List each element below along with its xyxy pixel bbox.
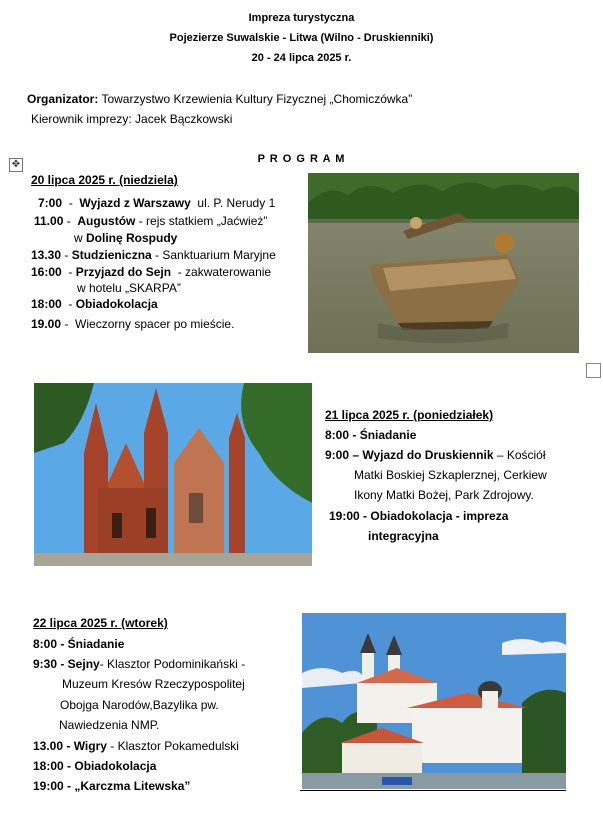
item-cont: w bbox=[74, 231, 86, 245]
day3-item-1: 8:00 - Śniadanie bbox=[33, 637, 125, 651]
day3-item-2-cont3: Nawiedzenia NMP. bbox=[59, 718, 160, 732]
event-type: Impreza turystyczna bbox=[248, 12, 355, 24]
photo-bottom-rule bbox=[300, 790, 566, 791]
vilnius-church-photo bbox=[34, 383, 312, 566]
item-sep: - bbox=[61, 317, 76, 331]
item-title: 9:00 – Wyjazd do Druskiennik bbox=[325, 448, 494, 462]
item-sep: - bbox=[61, 265, 76, 279]
item-time: 18:00 bbox=[31, 297, 62, 311]
item-title: Wyjazd z Warszawy bbox=[79, 196, 191, 210]
day2-item-2-cont2: Ikony Matki Bożej, Park Zdrojowy. bbox=[354, 488, 534, 502]
church-image bbox=[34, 383, 312, 566]
table-move-handle-icon[interactable]: ✥ bbox=[9, 158, 23, 172]
day3-item-5: 19:00 - „Karczma Litewska” bbox=[33, 779, 191, 793]
item-title: Obiadokolacja bbox=[75, 297, 158, 311]
item-rest: ul. P. Nerudy 1 bbox=[190, 196, 276, 210]
boat-photo bbox=[308, 173, 579, 353]
program-title: P R O G R A M bbox=[257, 153, 346, 165]
wigry-monastery-photo bbox=[302, 613, 566, 789]
item-title: 9:30 - Sejny bbox=[33, 657, 100, 671]
day1-item-5 bbox=[31, 297, 158, 311]
item-time: 16:00 bbox=[31, 265, 62, 279]
item-rest: - Sanktuarium Maryjne bbox=[151, 248, 276, 262]
event-title: Pojezierze Suwalskie - Litwa (Wilno - Druskienniki) bbox=[169, 32, 434, 44]
item-time: 11.00 bbox=[34, 214, 64, 228]
day3-item-2-cont1: Muzeum Kresów Rzeczypospolitej bbox=[62, 677, 245, 691]
item-rest: - Klasztor Pokamedulski bbox=[106, 739, 239, 753]
day2-item-1 bbox=[325, 428, 416, 442]
item-time: 7:00 bbox=[38, 196, 63, 210]
organizer-value: Towarzystwo Krzewienia Kultury Fizycznej „Chomiczówka” bbox=[98, 92, 413, 106]
day2-item-2-cont1: Matki Boskiej Szkaplerznej, Cerkiew bbox=[354, 468, 547, 482]
day1-item-1 bbox=[38, 196, 275, 210]
organizer-line bbox=[27, 92, 412, 106]
day1-item-4-cont: w hotelu „SKARPA” bbox=[77, 281, 181, 295]
item-rest: - rejs statkiem „Jaćwież” bbox=[135, 214, 268, 228]
checkbox-marker[interactable] bbox=[586, 363, 601, 378]
day3-item-2 bbox=[33, 657, 245, 671]
item-time: 19.00 bbox=[31, 317, 62, 331]
day1-item-2-cont bbox=[74, 231, 177, 245]
day2-item-3: 19:00 - Obiadokolacja - impreza bbox=[329, 509, 509, 523]
manager-line: Kierownik imprezy: Jacek Bączkowski bbox=[31, 112, 233, 126]
item-time: 13.30 bbox=[31, 248, 62, 262]
item-title: Przyjazd do Sejn bbox=[75, 265, 172, 279]
item-title: Augustów bbox=[77, 214, 136, 228]
item-sep: - bbox=[61, 297, 76, 311]
organizer-label: Organizator: bbox=[27, 92, 99, 106]
day2-item-2 bbox=[325, 448, 546, 462]
day2-item-3-cont: integracyjna bbox=[368, 529, 439, 543]
day1-item-3 bbox=[31, 248, 276, 262]
item-cont-bold: Dolinę Rospudy bbox=[86, 231, 178, 245]
item-sep: - bbox=[62, 196, 80, 210]
day1-date: 20 lipca 2025 r. (niedziela) bbox=[31, 173, 178, 187]
boat-image bbox=[308, 173, 579, 353]
item-title: - Śniadanie bbox=[349, 428, 417, 442]
item-rest: - Klasztor Podominikański - bbox=[99, 657, 246, 671]
day2-date: 21 lipca 2025 r. (poniedziałek) bbox=[325, 408, 494, 422]
item-rest: – Kościół bbox=[493, 448, 546, 462]
monastery-image bbox=[302, 613, 566, 789]
item-rest: - zakwaterowanie bbox=[171, 265, 272, 279]
day3-item-4: 18:00 - Obiadokolacja bbox=[33, 759, 157, 773]
day3-item-2-cont2: Obojga Narodów,Bazylika pw. bbox=[60, 698, 219, 712]
event-dates: 20 - 24 lipca 2025 r. bbox=[251, 52, 352, 64]
item-rest: Wieczorny spacer po mieście. bbox=[75, 317, 235, 331]
day3-date: 22 lipca 2025 r. (wtorek) bbox=[33, 616, 168, 630]
item-time: 8:00 bbox=[325, 428, 350, 442]
day1-item-4 bbox=[31, 265, 271, 279]
item-sep: - bbox=[61, 248, 72, 262]
item-title: 13.00 - Wigry bbox=[33, 739, 107, 753]
item-title: Studzieniczna bbox=[71, 248, 152, 262]
day1-item-6 bbox=[31, 317, 234, 331]
day3-item-3 bbox=[33, 739, 239, 753]
day1-item-2 bbox=[34, 214, 267, 228]
item-sep: - bbox=[63, 214, 78, 228]
